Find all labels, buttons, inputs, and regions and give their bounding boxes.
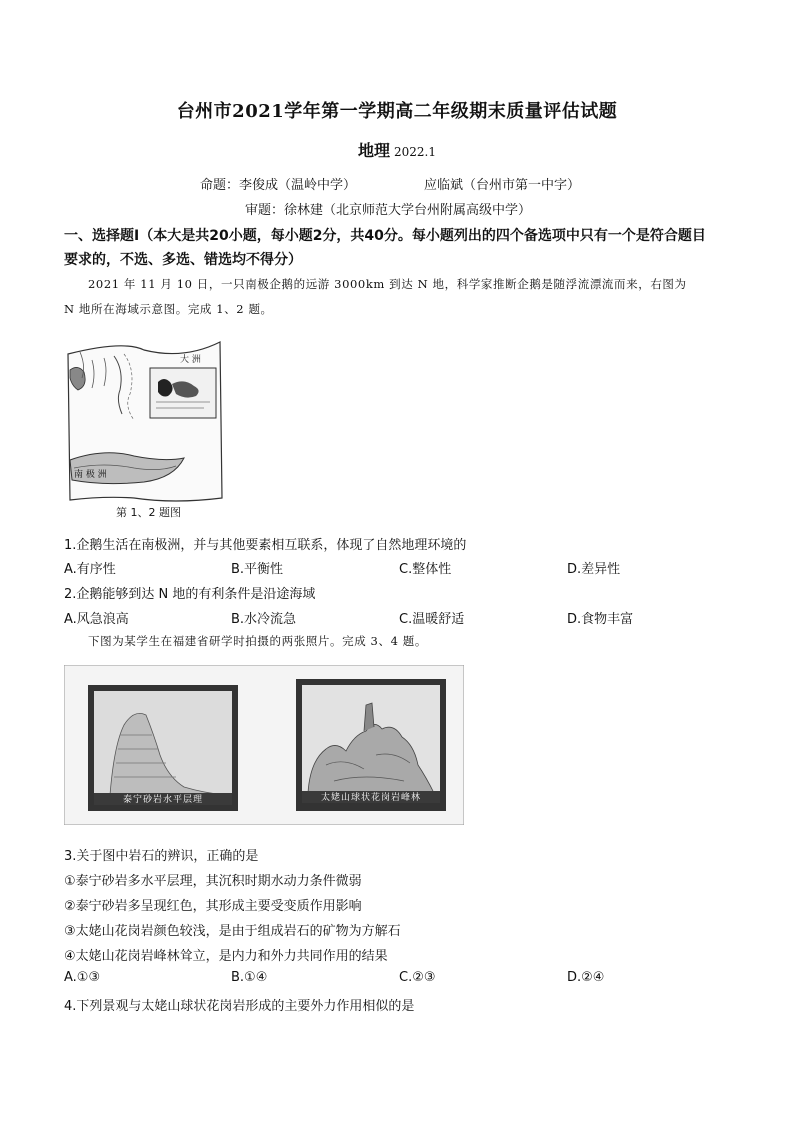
section-heading-line1: 一、选择题Ⅰ（本大是共20小题，每小题2分，共40分。每小题列出的四个备选项中只有一个是符合题目 bbox=[64, 228, 706, 244]
reviewer-line: 审题：徐林建（北京师范大学台州附属高级中学） bbox=[245, 203, 532, 218]
q3-statement-2: ②泰宁砂岩多呈现红色，其形成主要受变质作用影响 bbox=[64, 899, 362, 914]
photo-right bbox=[296, 679, 446, 811]
q3-option-c: C.②③ bbox=[399, 970, 436, 985]
q3-statement-1: ①泰宁砂岩多水平层理，其沉积时期水动力条件微弱 bbox=[64, 874, 362, 889]
exam-date: 2022.1 bbox=[394, 145, 436, 159]
passage2-line1: 下图为某学生在福建省研学时拍摄的两张照片。完成 3、4 题。 bbox=[88, 634, 427, 648]
q1-option-a: A.有序性 bbox=[64, 562, 116, 577]
q4-stem: 4.下列景观与太姥山球状花岗岩形成的主要外力作用相似的是 bbox=[64, 999, 415, 1014]
figure1-caption: 第 1、2 题图 bbox=[116, 506, 181, 519]
q2-option-b: B.水冷流急 bbox=[231, 612, 297, 627]
q3-statement-4: ④太姥山花岗岩峰林耸立，是内力和外力共同作用的结果 bbox=[64, 949, 388, 964]
q3-option-b: B.①④ bbox=[231, 970, 268, 985]
passage1-line1: 2021 年 11 月 10 日，一只南极企鹅的远游 3000km 到达 N 地，科学家推断企鹅是随浮流漂流而来，右图为 bbox=[88, 277, 687, 291]
figure2-photos bbox=[64, 665, 464, 825]
figure1-map bbox=[64, 330, 224, 520]
q2-option-d: D.食物丰富 bbox=[567, 612, 634, 627]
exam-title: 台州市2021学年第一学期高二年级期末质量评估试题 bbox=[176, 101, 618, 122]
figure1-label-top: 大 洲 bbox=[180, 355, 201, 365]
photo-left bbox=[88, 685, 238, 811]
photo-right-caption: 太姥山球状花岗岩峰林 bbox=[320, 793, 422, 803]
section-heading-line2: 要求的，不选、多选、错选均不得分） bbox=[64, 252, 302, 268]
author-line: 命题：李俊成（温岭中学） bbox=[200, 178, 357, 193]
q1-option-d: D.差异性 bbox=[567, 562, 621, 577]
author-line-2: 应临斌（台州市第一中字） bbox=[424, 178, 581, 193]
passage1-line2: N 地所在海域示意图。完成 1、2 题。 bbox=[64, 302, 273, 316]
q2-stem: 2.企鹅能够到达 N 地的有利条件是沿途海域 bbox=[64, 587, 316, 602]
q3-statement-3: ③太姥山花岗岩颜色较浅，是由于组成岩石的矿物为方解石 bbox=[64, 924, 401, 939]
subject-label: 地理 bbox=[357, 141, 390, 160]
q3-option-d: D.②④ bbox=[567, 970, 605, 985]
exam-subject bbox=[0, 138, 794, 161]
q1-stem: 1.企鹅生活在南极洲，并与其他要素相互联系，体现了自然地理环境的 bbox=[64, 538, 467, 553]
q3-option-a: A.①③ bbox=[64, 970, 101, 985]
figure1-label-bottom: 南 极 洲 bbox=[74, 470, 107, 480]
q3-stem: 3.关于图中岩石的辨识，正确的是 bbox=[64, 849, 259, 864]
photo-left-caption: 泰宁砂岩水平层理 bbox=[122, 795, 204, 805]
q1-option-b: B.平衡性 bbox=[231, 562, 284, 577]
q1-option-c: C.整体性 bbox=[399, 562, 452, 577]
q2-option-a: A.风急浪高 bbox=[64, 612, 129, 627]
q2-option-c: C.温暖舒适 bbox=[399, 612, 465, 627]
